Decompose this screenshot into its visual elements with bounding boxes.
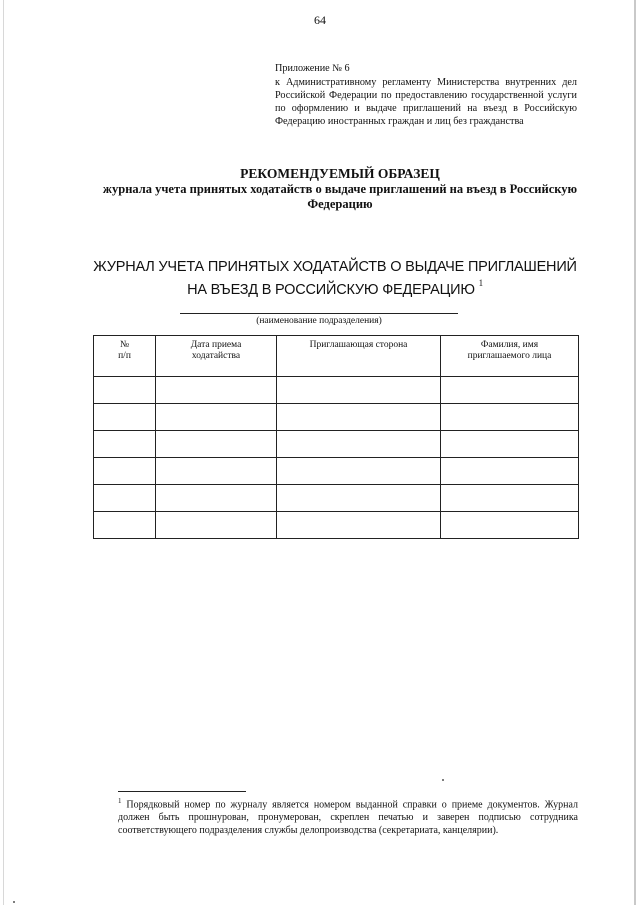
page-edge-right	[634, 0, 636, 905]
table-cell	[441, 431, 579, 458]
table-row	[94, 458, 579, 485]
table-cell	[277, 485, 441, 512]
header-inviting-party: Приглашающая сторона	[277, 336, 441, 377]
table-row	[94, 512, 579, 539]
appendix-body: к Административному регламенту Министерства внутренних дел Российской Федерации по предоставлению государственной услуги по оформлению и выдаче приглашений на въезд в Российскую Федерацию иностранных граждан и лиц без гражданства	[275, 77, 577, 127]
table-cell	[441, 377, 579, 404]
journal-table	[93, 335, 579, 539]
table-row	[94, 404, 579, 431]
footnote-marker: 1	[118, 797, 122, 805]
table-cell	[441, 485, 579, 512]
table-cell	[156, 377, 277, 404]
footnote-rule	[118, 791, 246, 792]
table-cell	[156, 404, 277, 431]
table-cell	[156, 431, 277, 458]
table-cell	[94, 458, 156, 485]
table-cell	[94, 377, 156, 404]
heading-main: РЕКОМЕНДУЕМЫЙ ОБРАЗЕЦ	[240, 166, 440, 181]
scan-speck	[13, 901, 15, 903]
table-cell	[441, 404, 579, 431]
table-row	[94, 431, 579, 458]
table-cell	[277, 458, 441, 485]
appendix-block	[275, 62, 577, 128]
table-cell	[441, 458, 579, 485]
table-header-row	[94, 336, 579, 377]
table-cell	[441, 512, 579, 539]
department-name-line	[180, 313, 458, 314]
page-edge-left	[3, 0, 4, 905]
header-number: № п/п	[94, 336, 156, 377]
journal-title-line2: НА ВЪЕЗД В РОССИЙСКУЮ ФЕДЕРАЦИЮ	[187, 281, 475, 298]
table-cell	[277, 512, 441, 539]
table-row	[94, 377, 579, 404]
journal-title	[75, 258, 595, 299]
journal-title-line1: ЖУРНАЛ УЧЕТА ПРИНЯТЫХ ХОДАТАЙСТВ О ВЫДАЧЕ ПРИГЛАШЕНИЙ	[93, 259, 577, 275]
table-cell	[156, 512, 277, 539]
footnote	[118, 795, 578, 837]
table-cell	[156, 458, 277, 485]
journal-title-footnote-ref: 1	[478, 278, 483, 288]
recommended-sample-heading	[90, 166, 590, 212]
footnote-text: Порядковый номер по журналу является номером выданной справки о приеме документов. Журнал должен быть прошнурован, пронумерован, скреплен печатью и заверен подписью сотрудника соответствующего подразделения службы делопроизводства (секретариата, канцелярии).	[118, 799, 579, 837]
header-date: Дата приема ходатайства	[156, 336, 277, 377]
appendix-title: Приложение № 6	[275, 63, 350, 74]
table-cell	[94, 431, 156, 458]
header-invitee-name: Фамилия, имя приглашаемого лица	[441, 336, 579, 377]
scan-speck	[442, 779, 444, 781]
table-cell	[94, 404, 156, 431]
table-cell	[156, 485, 277, 512]
table-cell	[277, 431, 441, 458]
department-caption: (наименование подразделения)	[256, 316, 382, 326]
table-cell	[94, 512, 156, 539]
table-cell	[277, 377, 441, 404]
page-number: 64	[314, 13, 326, 27]
table-cell	[277, 404, 441, 431]
heading-sub: журнала учета принятых ходатайств о выдаче приглашений на въезд в Российскую Федерацию	[102, 182, 578, 211]
table-row	[94, 485, 579, 512]
table-cell	[94, 485, 156, 512]
